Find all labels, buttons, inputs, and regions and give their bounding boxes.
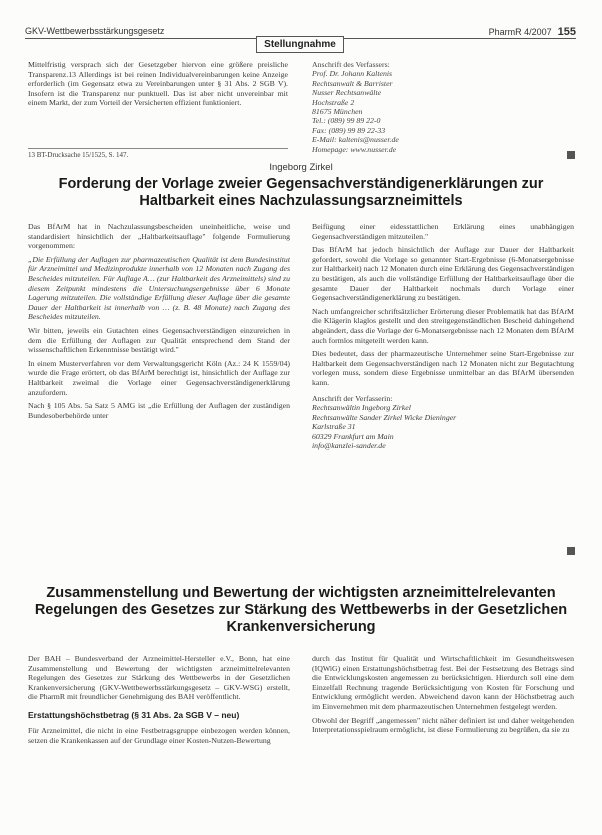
paragraph: Der BAH – Bundesverband der Arzneimittel-Hersteller e.V., Bonn, hat eine Zusammenstellung und Bewertung der wichtigsten arzneimittelrelevanten Regelungen des Gesetzes zur Stärkung des Wettbewerbs in der Gesetzlichen Krankenversicherung (GKV-Wettbewerbsstärkungsgesetz – GKV-WSG) erstellt, die PharmR mit freundlicher Genehmigung des BAH veröffentlicht.: [28, 654, 290, 702]
address-line: Tel.: (089) 99 89 22-0: [312, 116, 381, 126]
address-line: Hochstraße 2: [312, 97, 355, 107]
running-head-right: [489, 26, 576, 38]
footnote: 13 BT-Drucksache 15/1525, S. 147.: [28, 151, 129, 159]
paragraph: In einem Musterverfahren vor dem Verwaltungsgericht Köln (Az.: 24 K 1559/04) wurde die Frage erörtert, ob das BfArM berechtigt ist, hinsichtlich der Auflage zur Haltbarkeit zweimal die Vorlage einer Gegensachverständigenerklärung anzufordern.: [28, 358, 290, 397]
address-line: info@kanzlei-sander.de: [312, 441, 386, 451]
address-line: Nusser Rechtsanwälte: [312, 88, 382, 98]
article2-right-column: [312, 654, 574, 830]
address-line: 60329 Frankfurt am Main: [312, 431, 394, 441]
article1-right-column: [312, 222, 574, 568]
end-of-article-square-icon: [567, 151, 575, 159]
address-line: Homepage: www.nusser.de: [312, 144, 397, 154]
address-line: Rechtsanwalt & Barrister: [312, 78, 393, 88]
running-head-left: GKV-Wettbewerbsstärkungsgesetz: [25, 26, 165, 36]
section-tab: Stellungnahme: [256, 36, 344, 53]
paragraph: durch das Institut für Qualität und Wirtschaftlichkeit im Gesundheitswesen (IQWiG) einen Erstattungshöchstbetrag fest. Bei der Festsetzung des Betrags sind die Entwicklungskosten angemessen zu berücksichtigen. Hierdurch soll eine dem Einzelfall Rechnung tragende Berücksichtigung von Kosten für Forschung und Entwicklung ermöglicht werden. Abweichend davon kann der Höchstbetrag auch im Einvernehmen mit dem pharmazeutischen Unternehmen festgelegt werden.: [312, 654, 574, 711]
article-author: Ingeborg Zirkel: [269, 162, 333, 173]
address-line: Prof. Dr. Johann Kaltenis: [312, 69, 393, 79]
journal-issue: PharmR 4/2007: [488, 27, 552, 37]
address-line: Fax: (089) 99 89 22-33: [312, 125, 386, 135]
paragraph: Dies bedeutet, dass der pharmazeutische Unternehmer seine Start-Ergebnisse zur Haltbarkeit dem Gegensachverständigen nach 12 Monaten nicht zur Begutachtung vorlegen muss, sondern diese Ergebnisse unmittelbar an das BfArM übersenden kann.: [312, 349, 574, 387]
paragraph: Das BfArM hat in Nachzulassungsbescheiden uneinheitliche, weise und standardisiert hinsichtlich der „Haltbarkeitsauflage" folgende Formulierung vorgenommen:: [28, 222, 290, 251]
address-line: 81675 München: [312, 107, 363, 117]
page-number: 155: [557, 26, 576, 38]
paragraph: Das BfArM hat jedoch hinsichtlich der Auflage zur Dauer der Haltbarkeit gefordert, sowohl die Vorlage so genannter Start-Ergebnisse (6-Monatsergebnisse zur Haltbarkeit) nach 12 Monaten durch eine Erklärung des Gegensachverständigen zu bestätigen, als auch die vollständige Erfüllung der Haltbarkeitsauflage über die gesamte Dauer der Haltbarkeit nochmals durch Vorlage einer Gegensachverständigenerklärung zu bestätigen.: [312, 245, 574, 303]
address-line: Rechtsanwälte Sander Zirkel Wicke Dieninger: [312, 412, 457, 422]
article-title: Forderung der Vorlage zweier Gegensachverständigenerklärungen zur Haltbarkeit eines Nachzulassungsarzneimittels: [58, 176, 544, 209]
address-line: E-Mail: kaltenis@nusser.de: [312, 135, 399, 145]
paragraph: Obwohl der Begriff „angemessen" nicht näher definiert ist und daher weitgehenden Interpretationsspielraum ermöglicht, ist diese Formulierung zu begrüßen, da sie zu: [312, 715, 574, 735]
address-heading: Anschrift der Verfasserin:: [312, 393, 393, 403]
section-subheading: Erstattungshöchstbetrag (§ 31 Abs. 2a SGB V – neu): [28, 709, 240, 720]
article1-left-column: [28, 222, 290, 568]
top-left-column: [28, 60, 288, 144]
paragraph: Wir bitten, jeweils ein Gutachten eines Gegensachverständigen einzureichen in dem die Erfüllung der Auflagen zur Qualität entsprechend dem Stand der wissenschaftlichen Erkenntnisse bestätigt wird.": [28, 325, 290, 355]
address-line: Karlstraße 31: [312, 422, 356, 432]
address-line: Anschrift des Verfassers:: [312, 60, 390, 69]
author-address-box-1: [312, 60, 577, 154]
quoted-paragraph: „Die Erfüllung der Auflagen zur pharmazeutischen Qualität ist dem Bundesinstitut für Arzneimittel und Medizinprodukte innerhalb von 12 Monaten nach Zugang des Bescheides mitzuteilen. Für Auflage A… (zur Haltbarkeit des Arzneimittels) sind zu diesem Zeitpunkt mindestens die Untersuchungsergebnisse über 6 Monate Lagerung mitzuteilen. Die vollständige Erfüllung dieser Auflage über die gesamte Dauer der Haltbarkeit ist innerhalb von … (z. B. 48 Monate) nach Zugang des Bescheides mitzuteilen.: [28, 254, 290, 322]
article-title: Zusammenstellung und Bewertung der wichtigsten arzneimittelrelevanten Regelungen des Gesetzes zur Stärkung des Wettbewerbs in der Gesetzlichen Krankenversicherung: [34, 585, 568, 635]
top-paragraph: Mittelfristig versprach sich der Gesetzgeber hiervon eine größere preisliche Transparenz.13 Allerdings ist bei reinen Individualvereinbarungen keine Anzeige erforderlich (im Gegensatz etwa zu Vereinbarungen unter § 31 Abs. 2 SGB V). Insofern ist die Transparenz nur punktuell. Das ist aber nicht unvereinbar mit einem Markt, der zum Vorteil der Versicherten effizient funktioniert.: [28, 60, 288, 108]
address-line: Rechtsanwältin Ingeborg Zirkel: [312, 403, 411, 413]
paragraph: Nach umfangreicher schriftsätzlicher Erörterung dieser Problematik hat das BfArM die Klägerin klaglos gestellt und den streitgegenständlichen Bescheid dahingehend abgeändert, dass die Vorlage der 6-Monatsergebnisse nach 12 Monaten dem BfArM auch formlos mitgeteilt werden kann.: [312, 306, 574, 345]
paragraph: Für Arzneimittel, die nicht in eine Festbetragsgruppe einbezogen werden können, setzen die Krankenkassen auf der Grundlage einer Kosten-Nutzen-Bewertung: [28, 725, 290, 745]
footnote-rule: [28, 148, 288, 149]
article2-left-column: [28, 654, 290, 830]
paragraph: Beifügung einer eidesstattlichen Erklärung eines unabhängigen Gegensachverständigen mitzuteilen.": [312, 222, 574, 241]
end-of-article-square-icon: [567, 547, 575, 555]
paragraph: Nach § 105 Abs. 5a Satz 5 AMG ist „die Erfüllung der Auflagen der zuständigen Bundesoberbehörde unter: [28, 401, 290, 420]
